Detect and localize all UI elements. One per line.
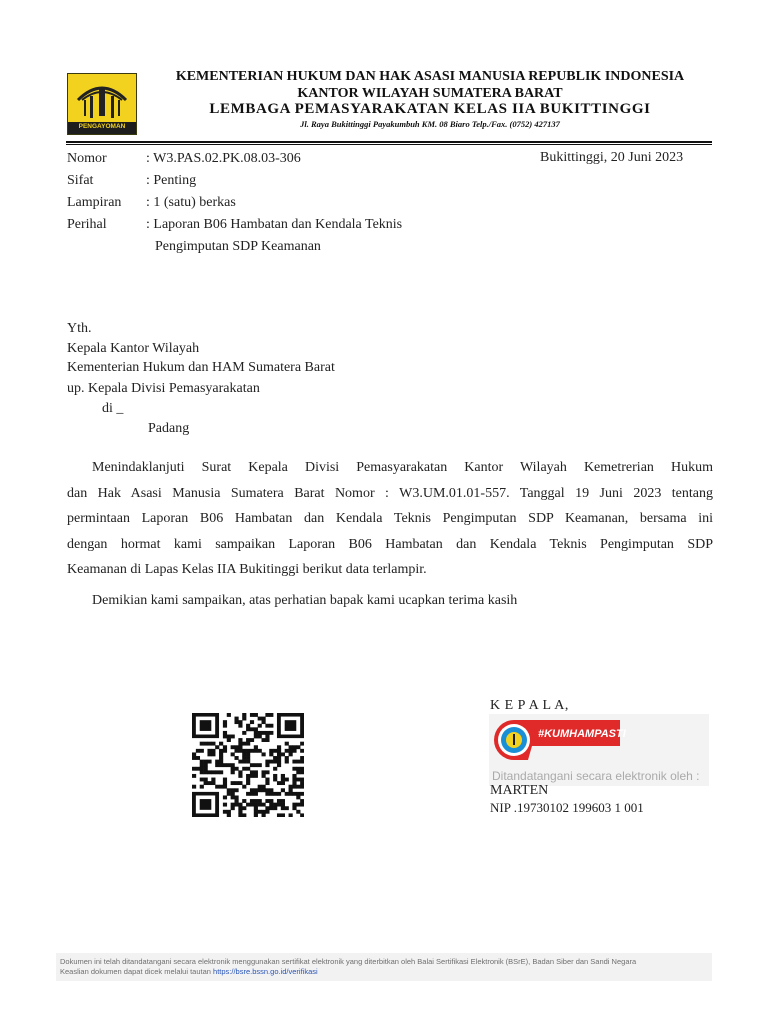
recipient-di: di _: [102, 401, 124, 416]
signatory-title: K E P A L A,: [490, 698, 569, 713]
recipient-line-1: Kepala Kantor Wilayah: [67, 341, 200, 356]
sifat-label: Sifat: [67, 173, 94, 188]
body-paragraph-1: [67, 455, 713, 583]
letter-date: Bukittinggi, 20 Juni 2023: [540, 150, 684, 165]
perihal-value: : Laporan B06 Hambatan dan Kendala Teknis: [146, 217, 403, 232]
footer-prefix: Keaslian dokumen dapat dicek melalui tautan: [60, 967, 211, 976]
regional-office-name: KANTOR WILAYAH SUMATERA BARAT: [297, 86, 563, 101]
letterhead-divider-thin: [66, 144, 712, 145]
verification-qr-code: [192, 713, 304, 817]
institution-logo: [67, 73, 137, 135]
body-line-1: Menindaklanjuti Surat Kepala Divisi Pemasyarakatan Kantor Wilayah Kemetrerian Hukum: [92, 460, 713, 475]
nomor-value: : W3.PAS.02.PK.08.03-306: [146, 151, 301, 166]
lampiran-label: Lampiran: [67, 195, 122, 210]
e-sign-note: Ditandatangani secara elektronik oleh :: [492, 769, 700, 783]
signatory-nip: NIP .19730102 199603 1 001: [490, 800, 644, 815]
perihal-label: Perihal: [67, 217, 107, 232]
nomor-label: Nomor: [67, 151, 107, 166]
verification-link[interactable]: https://bsre.bssn.go.id/verifikasi: [213, 967, 318, 976]
institution-address: Jl. Raya Bukittinggi Payakumbuh KM. 08 Biaro Telp./Fax. (0752) 427137: [300, 119, 560, 129]
signatory-name: MARTEN: [490, 783, 549, 798]
recipient-line-3: up. Kepala Divisi Pemasyarakatan: [67, 381, 260, 396]
footer-line-1: Dokumen ini telah ditandatangani secara elektronik menggunakan sertifikat elektronik yang diterbitkan oleh Balai Sertifikasi Elektronik (BSrE), Badan Siber dan Sandi Negara: [60, 957, 637, 966]
logo-caption: PENGAYOMAN: [78, 123, 126, 130]
recipient-city: Padang: [148, 421, 190, 436]
lampiran-value: : 1 (satu) berkas: [146, 195, 236, 210]
institution-name: LEMBAGA PEMASYARAKATAN KELAS IIA BUKITTINGGI: [209, 101, 651, 117]
sifat-value: : Penting: [146, 173, 197, 188]
stamp-hashtag: #KUMHAMPASTI: [538, 728, 626, 740]
body-line-2: dan Hak Asasi Manusia Sumatera Barat Nomor : W3.UM.01.01-557. Tanggal 19 Juni 2023 tentang: [67, 485, 713, 501]
recipient-line-2: Kementerian Hukum dan HAM Sumatera Barat: [67, 360, 335, 375]
body-line-5: Keamanan di Lapas Kelas IIA Bukitinggi berikut data terlampir.: [67, 562, 427, 577]
body-paragraph-2: Demikian kami sampaikan, atas perhatian bapak kami ucapkan terima kasih: [92, 593, 518, 608]
perihal-value-continued: Pengimputan SDP Keamanan: [155, 239, 321, 254]
body-line-4: dengan hormat kami sampaikan Laporan B06 Hambatan dan Kendala Teknis Pengimputan SDP: [67, 536, 713, 552]
kumham-badge-icon: [492, 718, 620, 762]
letterhead-divider: [66, 141, 712, 143]
qr-code-icon: [192, 713, 304, 817]
footer-line-2: [60, 967, 318, 976]
kumham-stamp: [492, 718, 626, 762]
body-line-3: permintaan Laporan B06 Hambatan dan Kendala Teknis Pengimputan SDP Keamanan, bersama ini: [67, 511, 713, 526]
recipient-yth: Yth.: [67, 321, 92, 336]
ministry-name: KEMENTERIAN HUKUM DAN HAK ASASI MANUSIA REPUBLIK INDONESIA: [175, 69, 685, 84]
